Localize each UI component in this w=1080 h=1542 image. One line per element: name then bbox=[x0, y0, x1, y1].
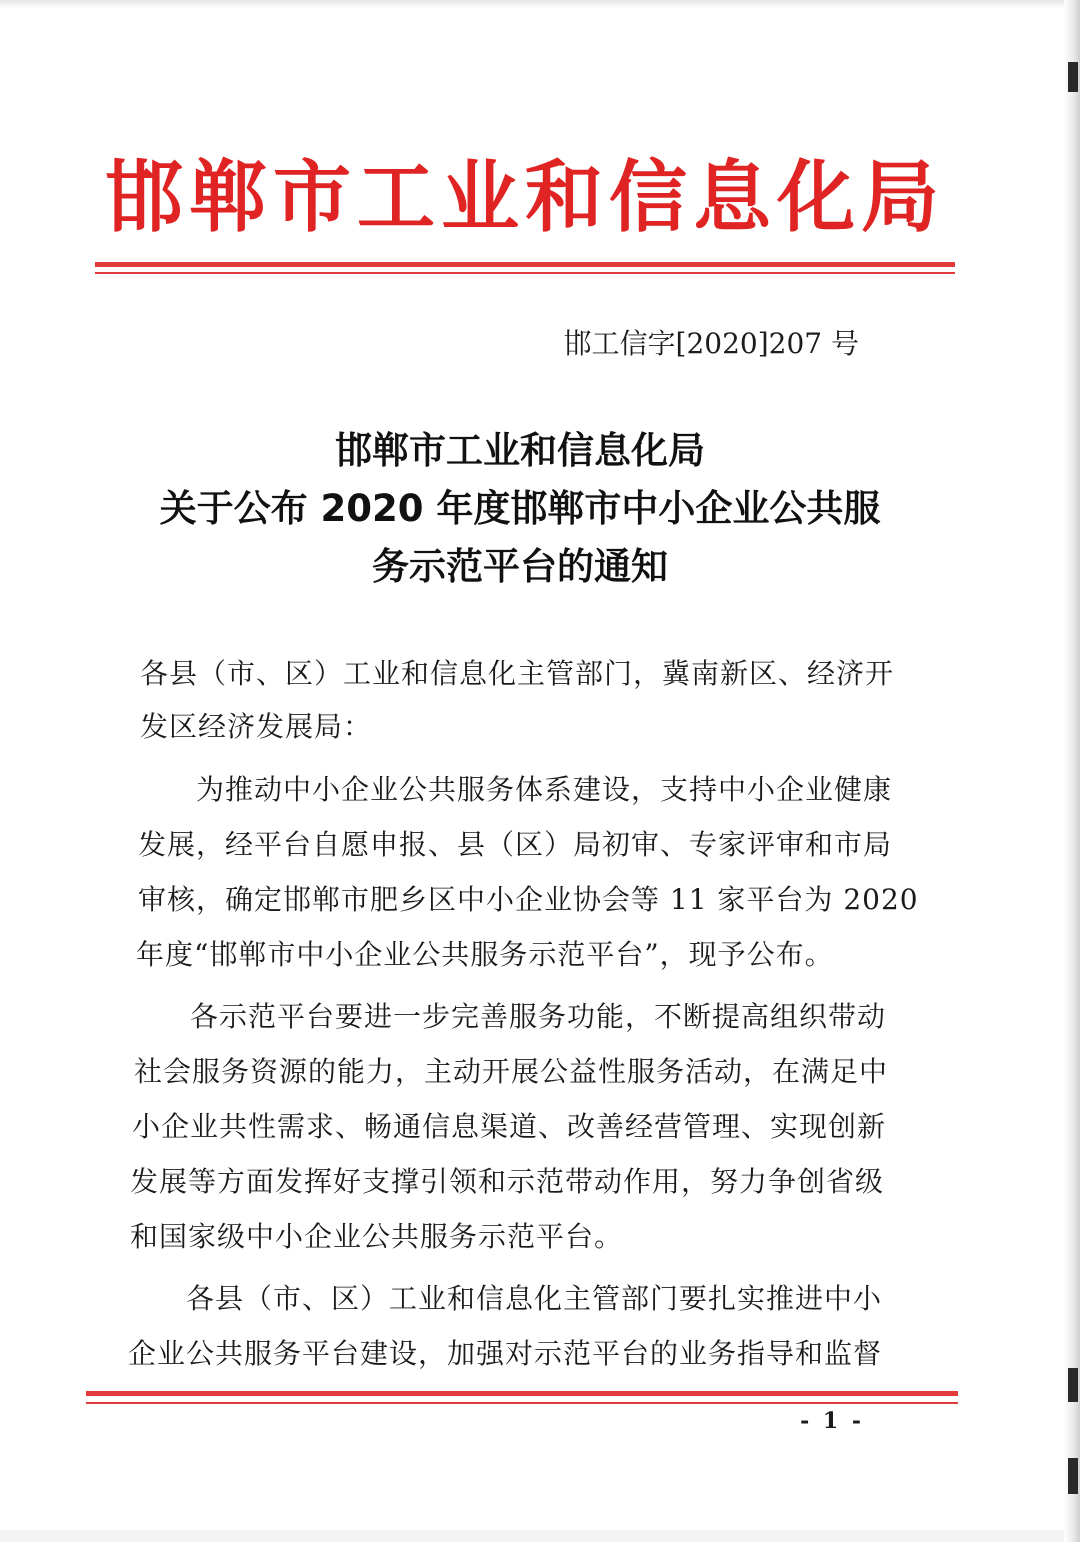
paragraph-line: 发展，经平台自愿申报、县（区）局初审、专家评审和市局 bbox=[138, 828, 893, 861]
scan-mark bbox=[1068, 62, 1078, 92]
document-title bbox=[100, 422, 940, 596]
paragraph-line: 各县（市、区）工业和信息化主管部门要扎实推进中小 bbox=[186, 1282, 883, 1315]
paragraph-line: 年度“邯郸市中小企业公共服务示范平台”，现予公布。 bbox=[136, 938, 834, 971]
addressee-line: 各县（市、区）工业和信息化主管部门，冀南新区、经济开 bbox=[140, 657, 895, 690]
paragraph-line: 企业公共服务平台建设，加强对示范平台的业务指导和监督 bbox=[128, 1337, 883, 1370]
paragraph-line: 发展等方面发挥好支撑引领和示范带动作用，努力争创省级 bbox=[130, 1165, 885, 1198]
page-number: - 1 - bbox=[800, 1408, 864, 1434]
document-number: 邯工信字[2020]207 号 bbox=[563, 327, 859, 360]
title-line: 务示范平台的通知 bbox=[372, 545, 668, 588]
paragraph-line: 为推动中小企业公共服务体系建设，支持中小企业健康 bbox=[196, 773, 893, 806]
scan-mark bbox=[1068, 1458, 1078, 1494]
header-rule-thin bbox=[95, 272, 955, 274]
title-line: 邯郸市工业和信息化局 bbox=[335, 429, 705, 472]
paragraph-line: 各示范平台要进一步完善服务功能，不断提高组织带动 bbox=[190, 1000, 887, 1033]
footer-rule-thick bbox=[86, 1391, 958, 1396]
paragraph-line: 和国家级中小企业公共服务示范平台。 bbox=[130, 1220, 624, 1253]
scan-edge-top bbox=[0, 0, 1080, 8]
paragraph-line: 小企业共性需求、畅通信息渠道、改善经营管理、实现创新 bbox=[132, 1110, 887, 1143]
scan-edge-right bbox=[1064, 0, 1080, 1542]
footer-rule-thin bbox=[86, 1402, 958, 1404]
title-line: 关于公布 2020 年度邯郸市中小企业公共服 bbox=[159, 487, 881, 530]
header-rule-thick bbox=[95, 262, 955, 267]
addressee-line: 发区经济发展局： bbox=[140, 710, 373, 743]
paragraph-line: 审核，确定邯郸市肥乡区中小企业协会等 11 家平台为 2020 bbox=[138, 883, 919, 916]
paragraph-line: 社会服务资源的能力，主动开展公益性服务活动，在满足中 bbox=[134, 1055, 889, 1088]
scan-mark bbox=[1068, 1368, 1078, 1402]
organization-header: 邯郸市工业和信息化局 bbox=[104, 152, 945, 243]
